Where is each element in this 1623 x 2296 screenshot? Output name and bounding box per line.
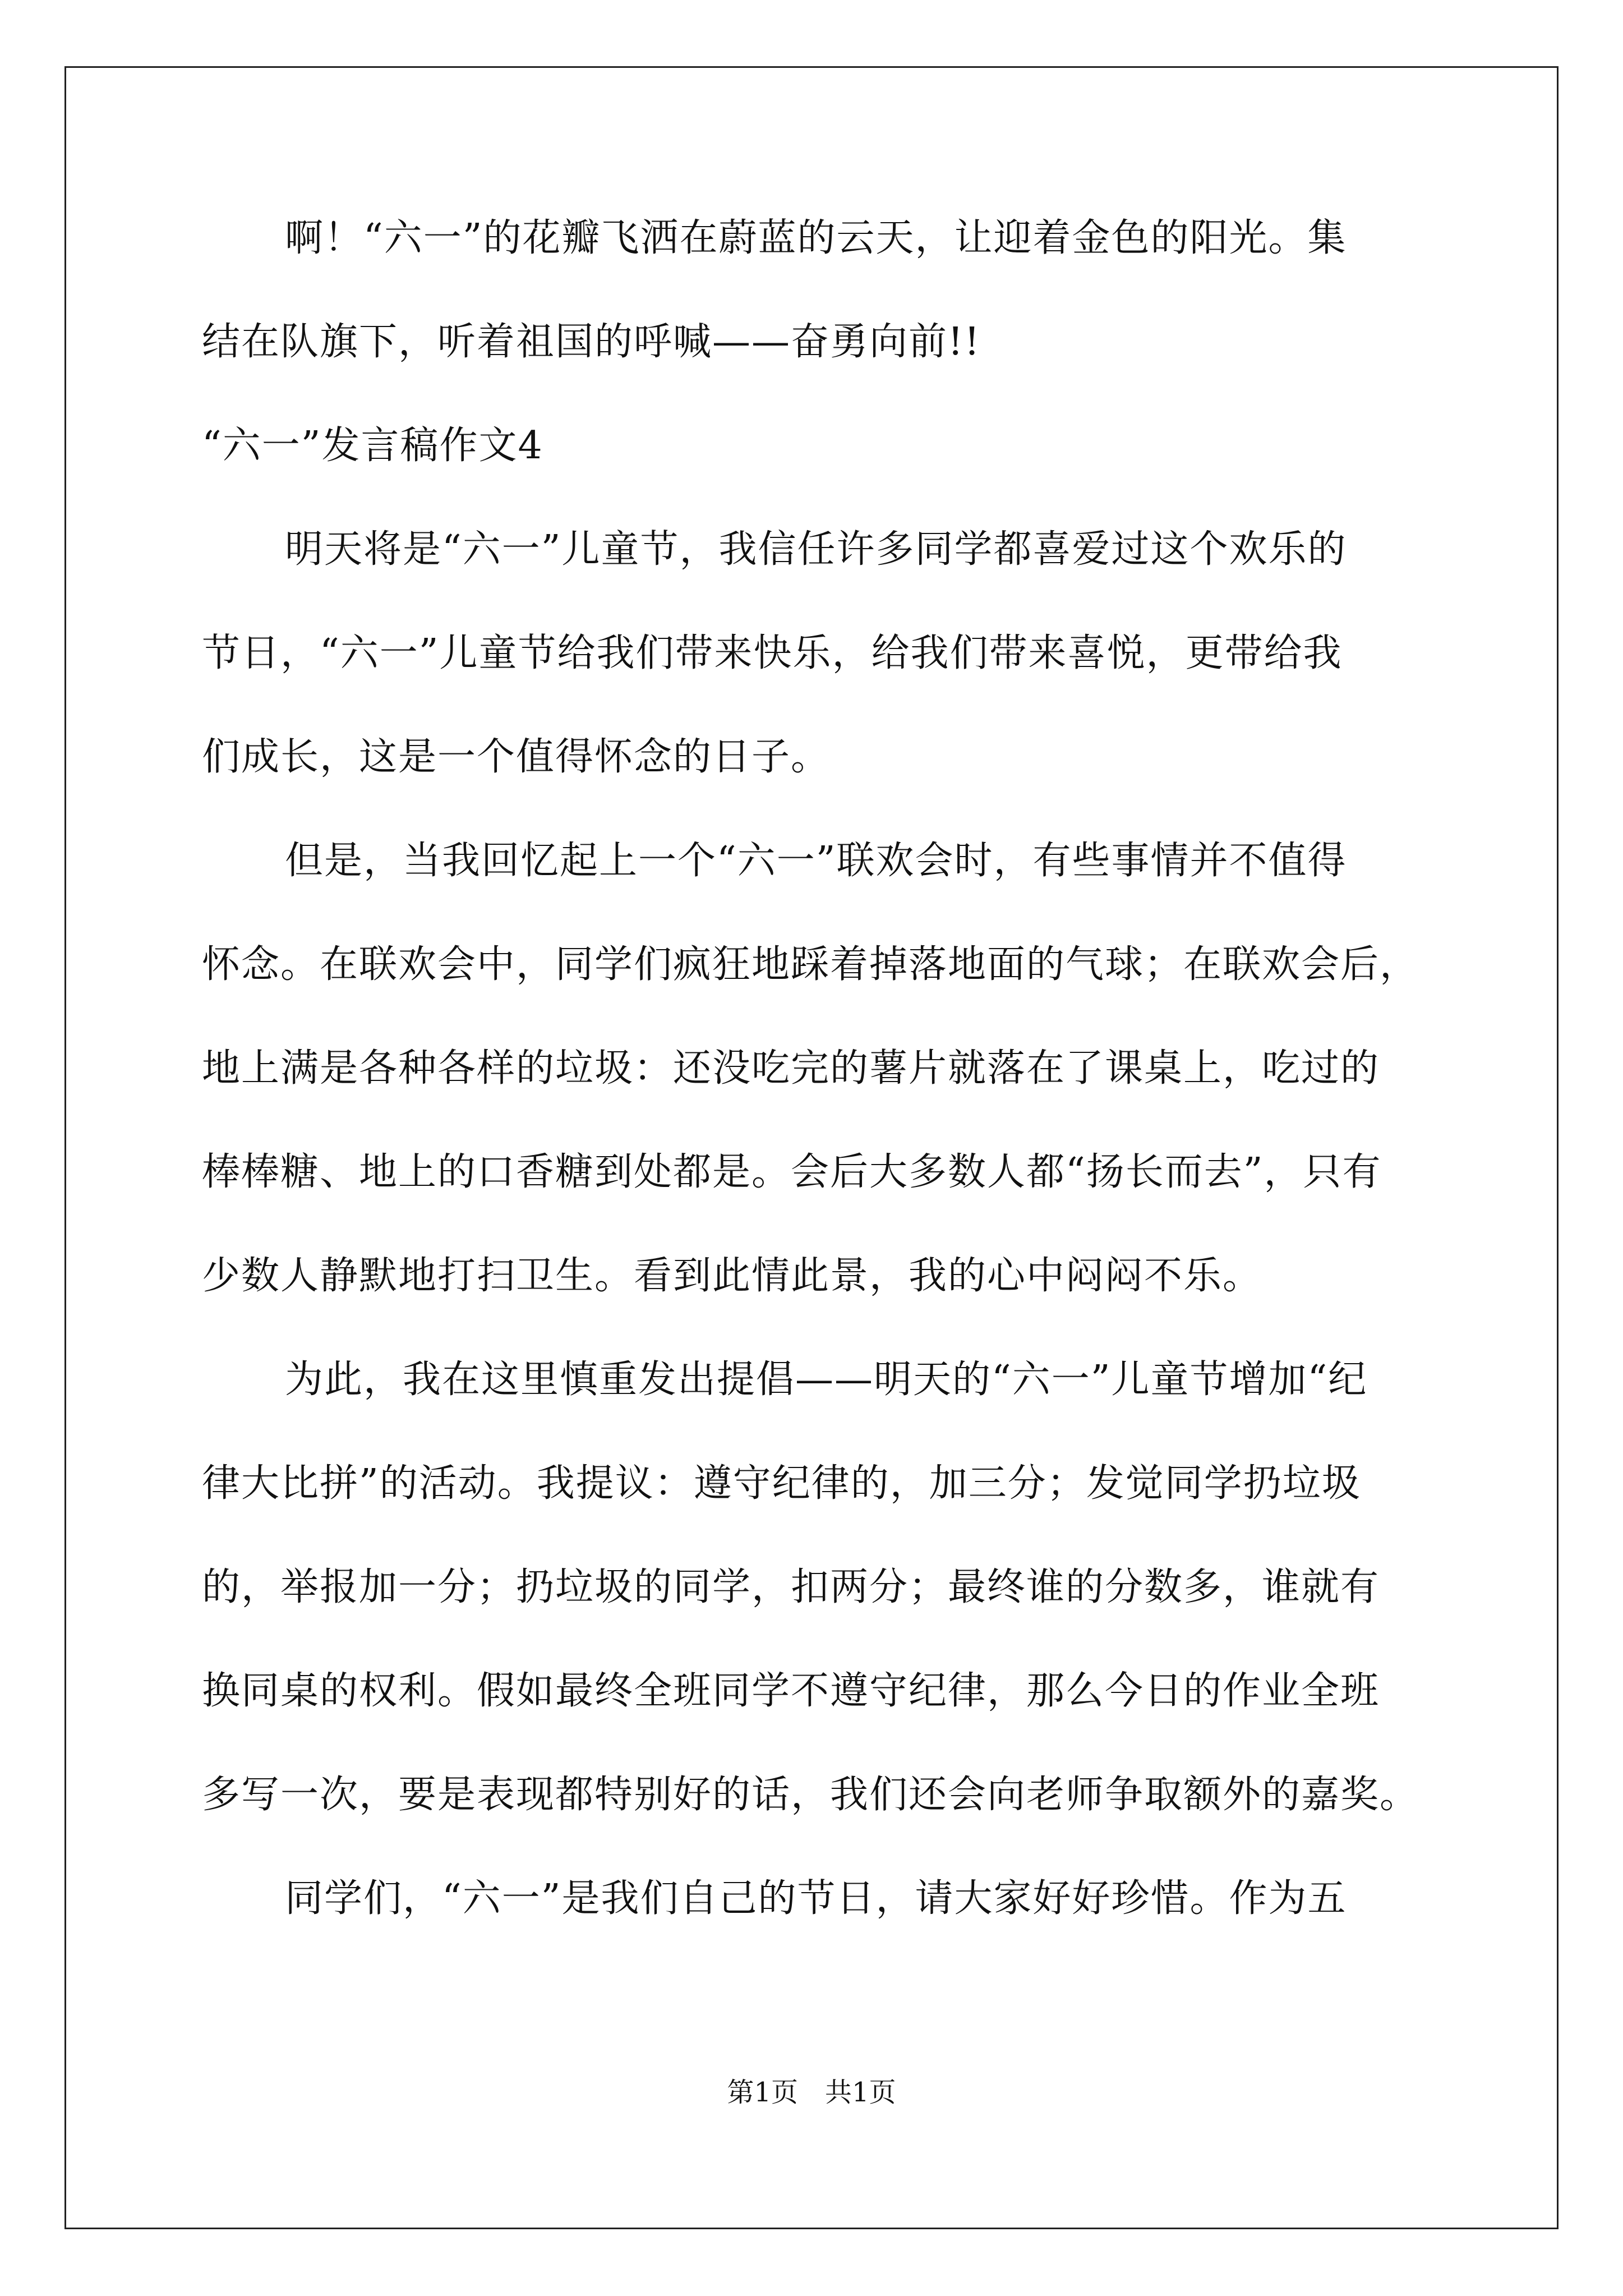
section-heading: “六一”发言稿作文4: [202, 424, 543, 468]
paragraph-line: 啊！“六一”的花瓣飞洒在蔚蓝的云天，让迎着金色的阳光。集: [285, 216, 1347, 260]
paragraph-line: 的，举报加一分；扔垃圾的同学，扣两分；最终谁的分数多，谁就有: [202, 1565, 1380, 1609]
paragraph-line: 为此，我在这里慎重发出提倡——明天的“六一”儿童节增加“纪: [285, 1358, 1368, 1402]
paragraph-line: 们成长，这是一个值得怀念的日子。: [202, 735, 831, 779]
paragraph-line: 律大比拼”的活动。我提议：遵守纪律的，加三分；发觉同学扔垃圾: [202, 1461, 1361, 1506]
paragraph-line: 明天将是“六一”儿童节，我信任许多同学都喜爱过这个欢乐的: [285, 527, 1347, 572]
page-number-footer: 第1页 共1页: [727, 2077, 896, 2108]
paragraph-line: 换同桌的权利。假如最终全班同学不遵守纪律，那么今日的作业全班: [202, 1669, 1380, 1713]
paragraph-line: 地上满是各种各样的垃圾：还没吃完的薯片就落在了课桌上，吃过的: [202, 1046, 1380, 1091]
paragraph-line: 节日，“六一”儿童节给我们带来快乐，给我们带来喜悦，更带给我: [202, 631, 1343, 675]
paragraph-line: 多写一次，要是表现都特别好的话，我们还会向老师争取额外的嘉奖。: [202, 1773, 1419, 1817]
paragraph-line: 少数人静默地打扫卫生。看到此情此景，我的心中闷闷不乐。: [202, 1254, 1262, 1298]
paragraph-line: 结在队旗下，听着祖国的呼喊——奋勇向前!!: [202, 320, 981, 364]
paragraph-line: 但是，当我回忆起上一个“六一”联欢会时，有些事情并不值得: [285, 839, 1347, 883]
paragraph-line: 怀念。在联欢会中，同学们疯狂地踩着掉落地面的气球；在联欢会后，: [202, 942, 1419, 987]
paragraph-line: 棒棒糖、地上的口香糖到处都是。会后大多数人都“扬长而去”，只有: [202, 1150, 1382, 1194]
paragraph-line: 同学们，“六一”是我们自己的节日，请大家好好珍惜。作为五: [285, 1876, 1347, 1921]
